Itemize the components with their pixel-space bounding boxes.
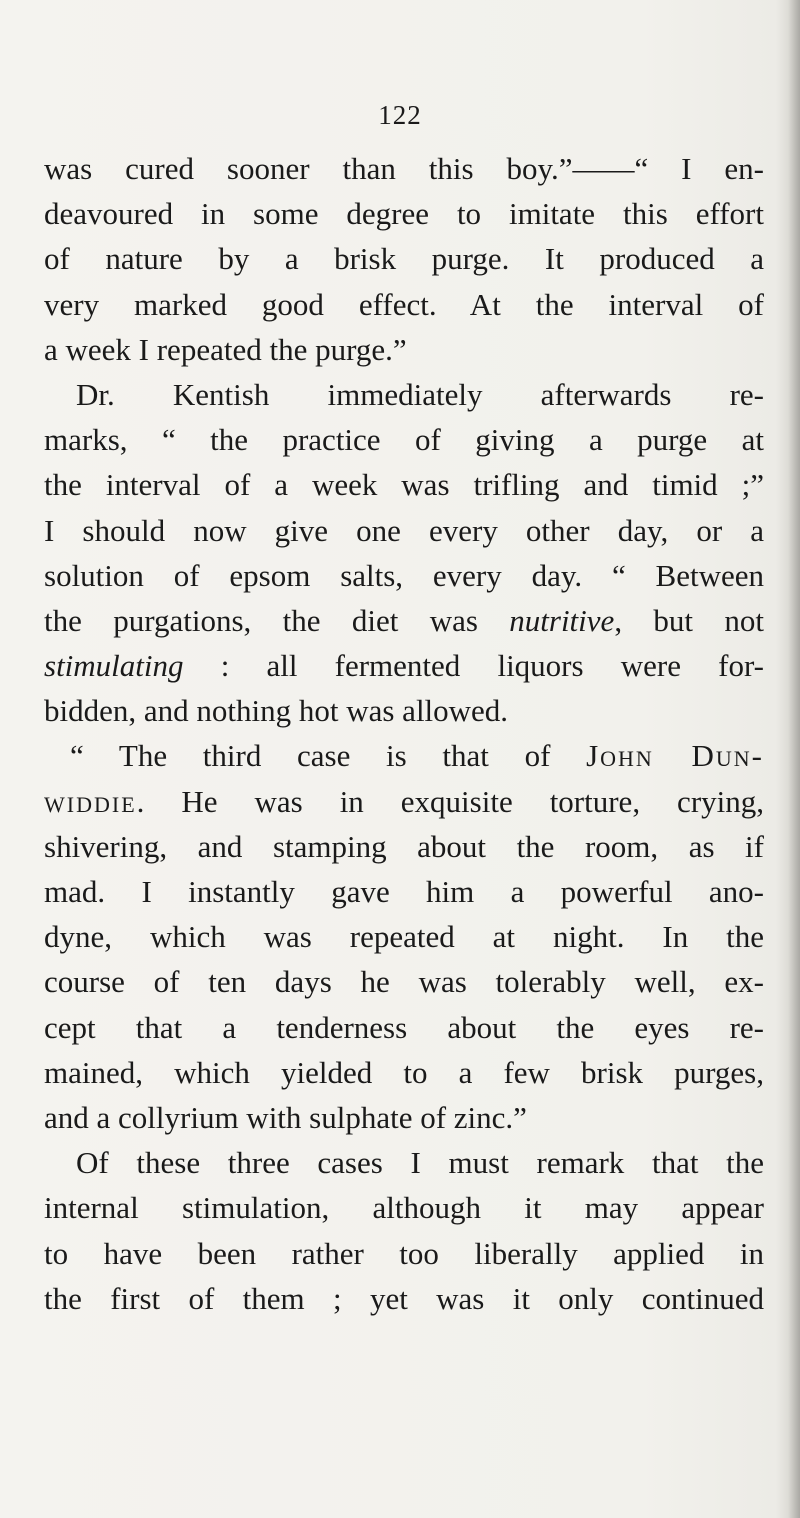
text-line: Of these three cases I must remark that the	[76, 1145, 764, 1181]
text-line	[44, 779, 764, 824]
text-run: : all fermented liquors were for-	[183, 648, 764, 684]
text-line: course of ten days he was tolerably well, ex-	[44, 964, 764, 1000]
text-line: mad. I instantly gave him a powerful ano-	[44, 874, 764, 909]
text-line: solution of epsom salts, every day. “ Between	[44, 557, 764, 593]
text-line: internal stimulation, although it may appear	[44, 1190, 764, 1226]
text-line: the first of them ; yet was it only continued	[44, 1280, 764, 1316]
person-name: widdie	[44, 783, 137, 819]
text-run: “ The third case is that of	[70, 738, 587, 774]
text-line: Dr. Kentish immediately afterwards re-	[76, 376, 764, 412]
text-line: the interval of a week was trifling and timid ;”	[44, 467, 764, 503]
text-line: and a collyrium with sulphate of zinc.”	[44, 1099, 527, 1135]
text-run: . He was in exquisite torture, crying,	[136, 783, 764, 819]
text-line: I should now give one every other day, or a	[44, 512, 764, 548]
text-line: to have been rather too liberally applied in	[44, 1235, 764, 1271]
text-line: a week I repeated the purge.”	[44, 331, 407, 367]
text-line: dyne, which was repeated at night. In the	[44, 919, 764, 955]
italic-text: nutritive	[509, 602, 615, 638]
text-line: very marked good effect. At the interval of	[44, 286, 764, 322]
text-line: of nature by a brisk purge. It produced a	[44, 241, 764, 277]
text-line	[44, 643, 764, 688]
text-line: cept that a tenderness about the eyes re-	[44, 1009, 764, 1045]
text-line: deavoured in some degree to imitate this effort	[44, 196, 764, 232]
body-text	[44, 146, 764, 1321]
person-name: John Dun-	[586, 738, 764, 774]
text-line: bidden, and nothing hot was allowed.	[44, 693, 509, 729]
text-line: mained, which yielded to a few brisk purges,	[44, 1054, 764, 1090]
text-line: shivering, and stamping about the room, as if	[44, 828, 764, 864]
page-number: 122	[378, 100, 422, 130]
text-line: was cured sooner than this boy.”——“ I en-	[44, 151, 764, 186]
italic-text: stimulating	[44, 648, 184, 684]
page-edge-shadow	[788, 0, 800, 1518]
text-run: the purgations, the diet was	[44, 602, 510, 638]
text-line: marks, “ the practice of giving a purge at	[44, 422, 764, 458]
text-line	[44, 733, 764, 778]
text-run: , but not	[614, 602, 764, 638]
text-line	[44, 598, 764, 643]
